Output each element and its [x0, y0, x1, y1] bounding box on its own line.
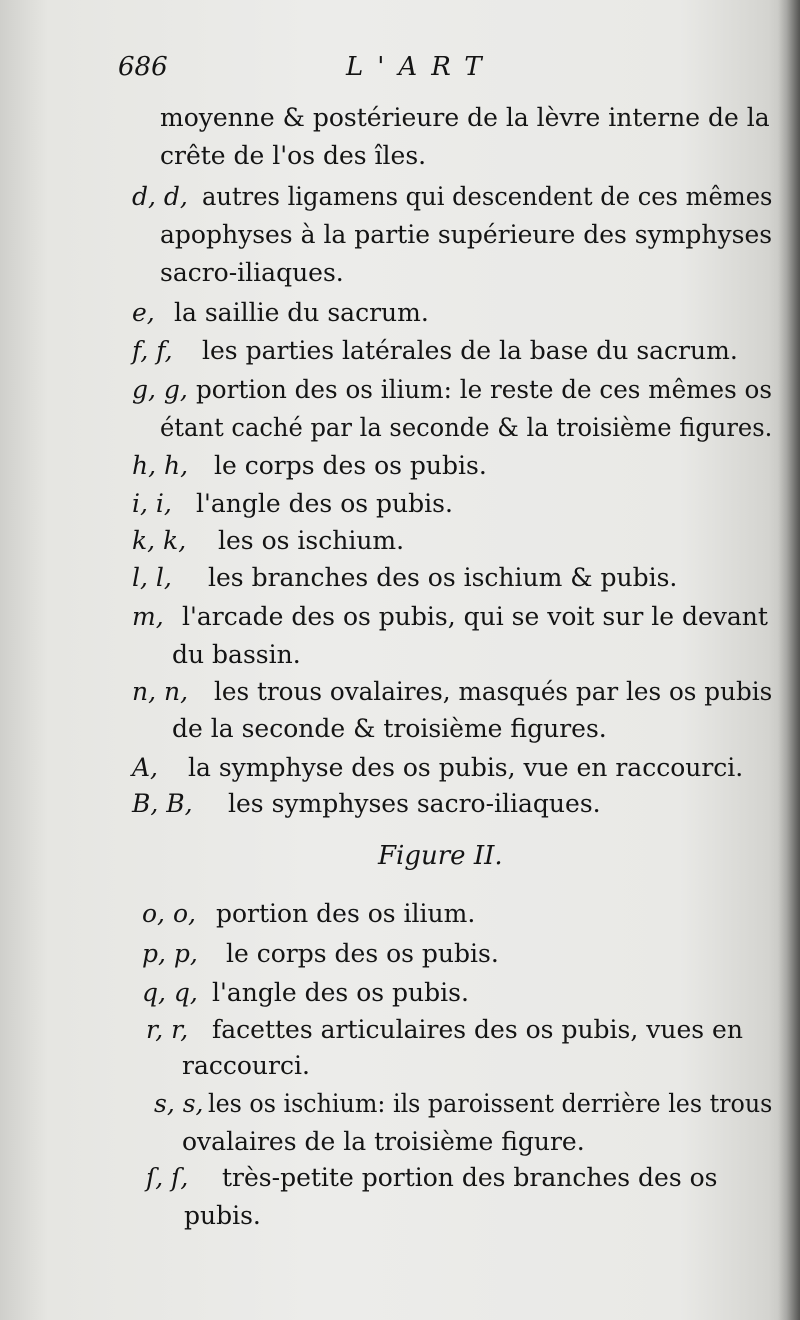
legend-key: f, f, — [132, 336, 173, 365]
legend-text: sacro-iliaques. — [160, 258, 344, 287]
legend-line — [0, 674, 800, 710]
legend-key: l, l, — [132, 563, 172, 592]
legend-text: les branches des os ischium & pubis. — [208, 563, 678, 592]
legend-line — [0, 637, 800, 673]
legend-line — [0, 975, 800, 1011]
running-head: L'ART — [346, 52, 496, 82]
legend-line — [0, 295, 800, 331]
legend-line — [0, 750, 800, 786]
legend-key: d, d, — [132, 182, 188, 211]
legend-text: très-petite portion des branches des os — [222, 1163, 718, 1192]
legend-line — [0, 786, 800, 822]
legend-line — [0, 372, 800, 408]
legend-text: de la seconde & troisième figures. — [172, 714, 607, 743]
legend-line — [0, 1160, 800, 1196]
figure-title: Figure II. — [378, 841, 503, 871]
legend-text: les parties latérales de la base du sacrum. — [202, 336, 738, 365]
legend-text: l'arcade des os pubis, qui se voit sur le devant — [182, 602, 768, 631]
legend-line — [0, 179, 800, 215]
legend-line — [0, 1012, 800, 1048]
legend-key: s, s, — [154, 1089, 204, 1118]
page-number: 686 — [118, 52, 168, 82]
legend-key: p, p, — [142, 939, 198, 968]
legend-text: les os ischium. — [218, 526, 405, 555]
legend-text: l'angle des os pubis. — [196, 489, 453, 518]
legend-text: raccourci. — [182, 1051, 310, 1080]
page-header — [118, 52, 718, 92]
legend-line — [0, 1124, 800, 1160]
legend-text: les trous ovalaires, masqués par les os pubis — [214, 677, 773, 706]
legend-key: q, q, — [142, 978, 198, 1007]
legend-text: du bassin. — [172, 640, 301, 669]
legend-text: crête de l'os des îles. — [160, 141, 427, 170]
legend-key: r, r, — [146, 1015, 189, 1044]
legend-text: portion des os ilium. — [216, 899, 476, 928]
legend-text: la saillie du sacrum. — [174, 298, 429, 327]
legend-key: B, B, — [132, 789, 193, 818]
legend-line — [0, 486, 800, 522]
legend-line — [0, 100, 800, 136]
legend-line — [0, 1048, 800, 1084]
legend-text: autres ligamens qui descendent de ces mêmes — [202, 182, 773, 211]
legend-key: n, n, — [132, 677, 189, 706]
legend-key: m, — [132, 602, 164, 631]
legend-key: h, h, — [132, 451, 189, 480]
legend-line — [0, 936, 800, 972]
legend-line — [0, 138, 800, 174]
legend-text: pubis. — [184, 1201, 261, 1230]
legend-line — [0, 255, 800, 291]
legend-line — [0, 217, 800, 253]
legend-text: moyenne & postérieure de la lèvre interne de la — [160, 103, 770, 132]
legend-key: g, g, — [132, 375, 188, 404]
legend-key: k, k, — [132, 526, 187, 555]
legend-text: facettes articulaires des os pubis, vues en — [212, 1015, 743, 1044]
legend-line — [0, 1198, 800, 1234]
legend-key: o, o, — [142, 899, 196, 928]
legend-line — [0, 410, 800, 446]
legend-line — [0, 523, 800, 559]
legend-line — [0, 599, 800, 635]
legend-line — [0, 896, 800, 932]
legend-text: les os ischium: ils paroissent derrière les trous — [208, 1089, 773, 1118]
legend-text: apophyses à la partie supérieure des symphyses — [160, 220, 773, 249]
legend-key: i, i, — [132, 489, 172, 518]
legend-line — [0, 1086, 800, 1122]
legend-line — [0, 333, 800, 369]
legend-text: le corps des os pubis. — [214, 451, 487, 480]
legend-key: e, — [132, 298, 155, 327]
legend-line — [0, 560, 800, 596]
legend-line — [0, 711, 800, 747]
legend-text: ovalaires de la troisième figure. — [182, 1127, 585, 1156]
legend-text: portion des os ilium: le reste de ces mêmes os — [196, 375, 773, 404]
legend-text: la symphyse des os pubis, vue en raccourci. — [188, 753, 744, 782]
legend-line — [0, 448, 800, 484]
legend-text: l'angle des os pubis. — [212, 978, 469, 1007]
legend-text: les symphyses sacro-iliaques. — [228, 789, 601, 818]
legend-key: A, — [132, 753, 159, 782]
legend-text: le corps des os pubis. — [226, 939, 499, 968]
legend-text: étant caché par la seconde & la troisième figures. — [160, 413, 773, 442]
legend-key: ſ, ſ, — [146, 1163, 189, 1192]
